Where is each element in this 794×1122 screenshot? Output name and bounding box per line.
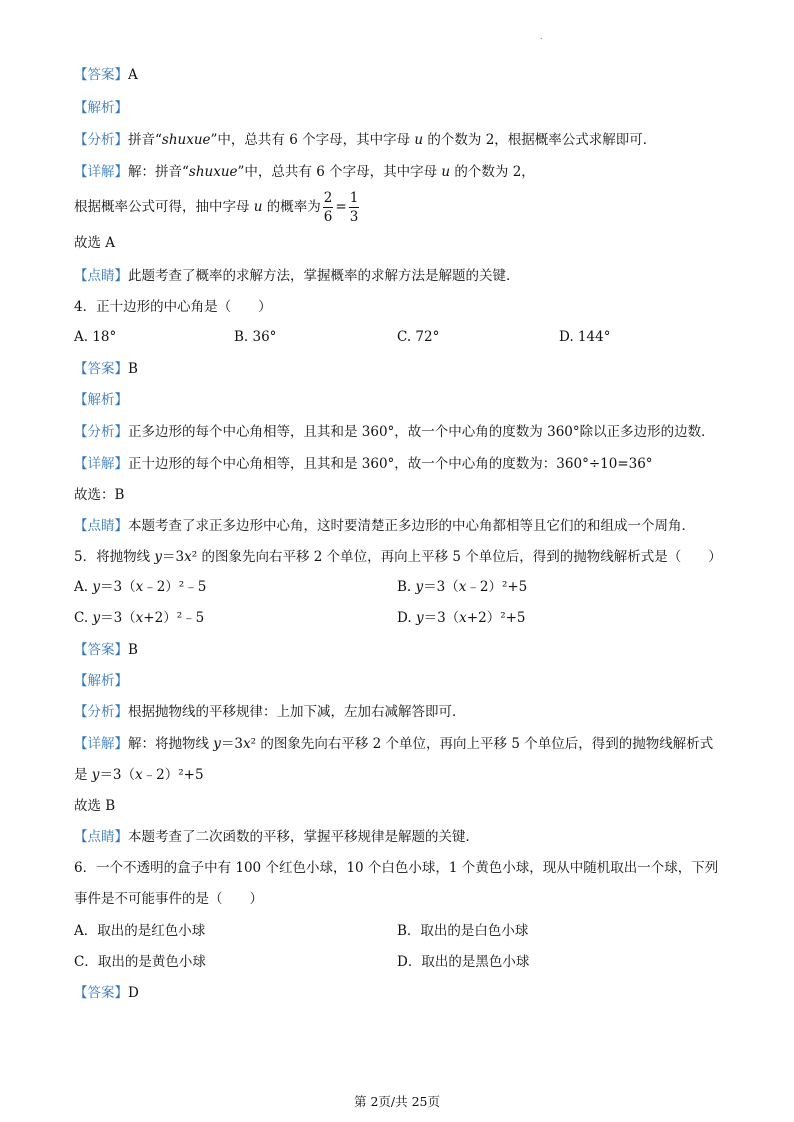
answer-tag: 【答案】 bbox=[74, 361, 128, 377]
q5-result-text: ﹣2）²+5 bbox=[142, 767, 204, 783]
q5-option-d bbox=[397, 609, 526, 627]
xiangjie-tag: 【详解】 bbox=[74, 736, 128, 752]
q6-stem-line-2: 事件是不可能事件的是（ ） bbox=[74, 891, 263, 907]
fraction bbox=[349, 189, 360, 226]
option-var: x bbox=[458, 579, 467, 595]
option-expr: ﹣2）²﹣5 bbox=[143, 579, 207, 595]
q6-option-b: B．取出的是白色小球 bbox=[397, 923, 529, 939]
q6-option-c: C．取出的是黄色小球 bbox=[74, 954, 206, 970]
option-label: B. bbox=[397, 579, 416, 595]
q5-xiangjie-text: ² 的图象先向右平移 2 个单位，再向上平移 5 个单位后，得到的抛物线解析式 bbox=[250, 736, 714, 752]
fenxi-tag: 【分析】 bbox=[74, 132, 128, 148]
q4-answer-line bbox=[74, 360, 138, 378]
option-label: D. bbox=[397, 610, 416, 626]
q4-xiangjie-line bbox=[74, 455, 653, 473]
q4-fenxi-line bbox=[74, 423, 715, 441]
option-expr: ＝3（ bbox=[99, 579, 136, 595]
q4-option-c: C. 72° bbox=[397, 329, 440, 345]
q5-option-b bbox=[397, 578, 527, 596]
q5-xiangjie-y: y bbox=[213, 736, 221, 752]
xiangjie-tag: 【详解】 bbox=[74, 456, 128, 472]
q5-dianjing-line bbox=[74, 828, 479, 846]
jiexi-tag: 【解析】 bbox=[74, 100, 128, 116]
q5-xiangjie-x: x bbox=[243, 736, 251, 752]
q5-xiangjie-text: 解：将抛物线 bbox=[128, 736, 214, 752]
option-label: C. bbox=[74, 610, 93, 626]
q3-prob-text: 根据概率公式可得，抽中字母 bbox=[74, 199, 254, 215]
option-expr: ＝3（ bbox=[423, 579, 459, 595]
q5-stem-text: 5．将抛物线 bbox=[74, 549, 155, 565]
option-var: y bbox=[92, 579, 100, 595]
option-expr: ＝3（ bbox=[423, 610, 460, 626]
q5-fenxi-line bbox=[74, 703, 466, 721]
jiexi-tag: 【解析】 bbox=[74, 392, 128, 408]
q5-stem-y: y bbox=[154, 549, 163, 565]
option-expr: ＝3（ bbox=[100, 610, 136, 626]
q4-dianjing-line bbox=[74, 517, 695, 535]
q4-choose-line: 故选：B bbox=[74, 487, 125, 503]
equals-sign: = bbox=[335, 199, 347, 215]
q3-fenxi-word: shuxue bbox=[161, 132, 211, 148]
q5-answer-line bbox=[74, 641, 138, 659]
answer-tag: 【答案】 bbox=[74, 985, 128, 1001]
fenxi-tag: 【分析】 bbox=[74, 704, 128, 720]
fraction-numerator: 2 bbox=[323, 190, 333, 206]
q3-answer: A bbox=[128, 67, 138, 83]
q4-option-d: D. 144° bbox=[559, 329, 611, 345]
q3-fenxi-line bbox=[74, 131, 656, 149]
q3-xiangjie-text: 的个数为 2， bbox=[450, 164, 535, 180]
fraction bbox=[323, 189, 334, 226]
fraction-numerator: 1 bbox=[349, 190, 359, 206]
q5-xiangjie-text: ＝3 bbox=[220, 736, 244, 752]
q3-prob-u: u bbox=[253, 199, 263, 215]
q3-dianjing-line bbox=[74, 267, 520, 285]
q5-option-a bbox=[74, 578, 206, 596]
header-mark: . bbox=[540, 32, 543, 41]
q4-answer: B bbox=[128, 361, 138, 377]
q5-stem-text: ＝3 bbox=[162, 549, 185, 565]
q6-option-d: D．取出的是黑色小球 bbox=[397, 954, 530, 970]
xiangjie-tag: 【详解】 bbox=[74, 164, 128, 180]
option-expr: +2）²﹣5 bbox=[143, 610, 205, 626]
q5-result-x: x bbox=[135, 767, 143, 783]
option-expr: +2）²+5 bbox=[466, 610, 526, 626]
q4-stem: 4．正十边形的中心角是（ ） bbox=[74, 299, 272, 315]
q5-stem-x: x bbox=[184, 549, 192, 565]
answer-tag: 【答案】 bbox=[74, 642, 128, 658]
q5-choose-line: 故选 B bbox=[74, 798, 116, 814]
fenxi-tag: 【分析】 bbox=[74, 424, 128, 440]
q5-stem-text: ² 的图象先向右平移 2 个单位，再向上平移 5 个单位后，得到的抛物线解析式是（ ） bbox=[191, 549, 722, 565]
answer-tag: 【答案】 bbox=[74, 67, 128, 83]
q6-option-a: A．取出的是红色小球 bbox=[74, 923, 206, 939]
dianjing-tag: 【点睛】 bbox=[74, 518, 128, 534]
option-var: y bbox=[92, 610, 101, 626]
q5-result-line bbox=[74, 766, 204, 784]
q3-prob-line bbox=[74, 189, 361, 226]
fraction-denominator: 3 bbox=[349, 209, 359, 225]
q5-answer: B bbox=[128, 642, 138, 658]
q3-xiangjie-line bbox=[74, 163, 535, 181]
q5-fenxi-text: 根据抛物线的平移规律：上加下减，左加右减解答即可． bbox=[128, 704, 466, 720]
option-var: y bbox=[415, 579, 424, 595]
q3-jiexi-line bbox=[74, 99, 128, 117]
q4-option-b: B. 36° bbox=[234, 329, 277, 345]
q4-dianjing-text: 本题考查了求正多边形中心角，这时要清楚正多边形的中心角都相等且它们的和组成一个周角． bbox=[128, 518, 695, 534]
fraction-denominator: 6 bbox=[323, 209, 333, 225]
q5-option-c bbox=[74, 609, 204, 627]
q4-xiangjie-text: 正十边形的每个中心角相等，且其和是 360°，故一个中心角的度数为：360°÷10=36° bbox=[128, 456, 653, 472]
q6-answer: D bbox=[128, 985, 139, 1001]
jiexi-tag: 【解析】 bbox=[74, 673, 128, 689]
q5-dianjing-text: 本题考查了二次函数的平移，掌握平移规律是解题的关键． bbox=[128, 829, 479, 845]
q3-fenxi-text: 拼音“ bbox=[128, 132, 162, 148]
dianjing-tag: 【点睛】 bbox=[74, 829, 128, 845]
q3-answer-line bbox=[74, 66, 138, 84]
option-var: y bbox=[415, 610, 424, 626]
q5-result-text: 是 bbox=[74, 767, 92, 783]
q6-stem-line-1: 6．一个不透明的盒子中有 100 个红色小球，10 个白色小球，1 个黄色小球，现从中随机取出一个球，下列 bbox=[74, 860, 719, 876]
q3-fenxi-text: ”中，总共有 6 个字母，其中字母 bbox=[210, 132, 415, 148]
q6-answer-line bbox=[74, 984, 139, 1002]
q3-xiangjie-word: shuxue bbox=[188, 164, 238, 180]
q5-stem bbox=[74, 548, 722, 566]
q4-option-a: A. 18° bbox=[74, 329, 117, 345]
q3-fenxi-text: 的个数为 2，根据概率公式求解即可． bbox=[423, 132, 657, 148]
page-footer: 第 2页/共 25页 bbox=[353, 1094, 441, 1109]
option-var: x bbox=[459, 610, 467, 626]
q3-xiangjie-text: 解：拼音“ bbox=[128, 164, 189, 180]
q5-xiangjie-line bbox=[74, 735, 713, 753]
q3-choose-line: 故选 A bbox=[74, 235, 116, 251]
q3-prob-text: 的概率为 bbox=[262, 199, 321, 215]
q4-jiexi-line bbox=[74, 391, 128, 409]
q3-xiangjie-text: ”中，总共有 6 个字母，其中字母 bbox=[237, 164, 442, 180]
option-expr: ﹣2）²+5 bbox=[466, 579, 528, 595]
q4-fenxi-text: 正多边形的每个中心角相等，且其和是 360°，故一个中心角的度数为 360°除以正多边形的边数． bbox=[128, 424, 715, 440]
q5-result-text: ＝3（ bbox=[99, 767, 136, 783]
q3-dianjing-text: 此题考查了概率的求解方法，掌握概率的求解方法是解题的关键． bbox=[128, 268, 520, 284]
q3-fenxi-u: u bbox=[414, 132, 424, 148]
q3-xiangjie-u: u bbox=[441, 164, 451, 180]
option-var: x bbox=[135, 579, 144, 595]
q5-jiexi-line bbox=[74, 672, 128, 690]
option-label: A. bbox=[74, 579, 93, 595]
option-var: x bbox=[135, 610, 144, 626]
dianjing-tag: 【点睛】 bbox=[74, 268, 128, 284]
q5-result-y: y bbox=[91, 767, 100, 783]
